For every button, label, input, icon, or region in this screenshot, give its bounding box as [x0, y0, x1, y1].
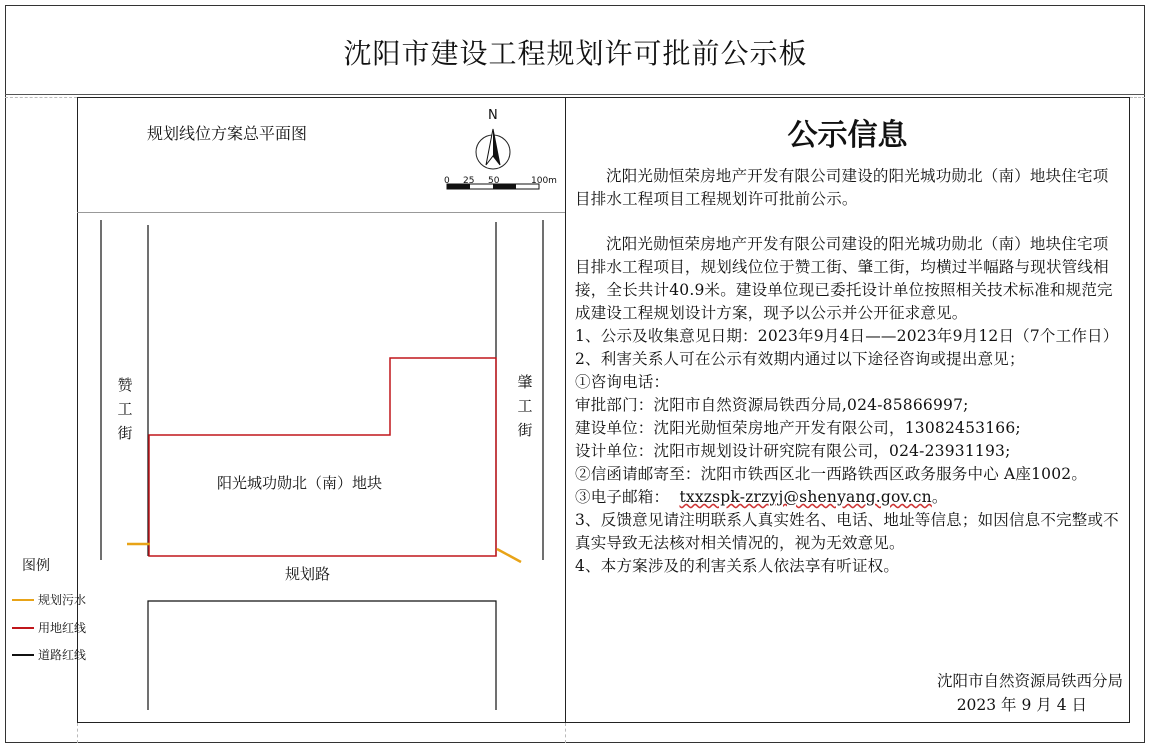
legend-label: 规划污水: [38, 593, 87, 607]
north-label: N: [488, 108, 498, 123]
legend-label: 道路红线: [38, 648, 87, 662]
info-item: 2、利害关系人可在公示有效期内通过以下途径咨询或提出意见；: [575, 350, 1025, 368]
plot-label: 阳光城功勋北（南）地块: [217, 474, 383, 492]
legend-item-land-line: [12, 619, 86, 636]
sewer-line: [497, 549, 521, 562]
street-char: 街: [117, 424, 133, 442]
scale-label: 100m: [531, 176, 557, 186]
road-line: [148, 601, 496, 710]
plan-title: 规划线位方案总平面图: [147, 124, 308, 143]
legend-title: 图例: [22, 558, 50, 574]
legend-item-sewer: [12, 591, 86, 608]
email-link[interactable]: txxzspk-zrzyj@shenyang.gov.cn: [679, 488, 932, 506]
info-item: 3、反馈意见请注明联系人真实姓名、电话、地址等信息；如因信息不完整或不真实导致无法核对相关情况的，视为无效意见。: [575, 511, 1119, 552]
street-label-planned-road: 规划路: [285, 565, 331, 583]
land-boundary: [149, 358, 496, 556]
email-prefix: ③电子邮箱：: [575, 488, 670, 506]
info-item: ①咨询电话：: [575, 373, 670, 391]
info-item: 4、本方案涉及的利害关系人依法享有听证权。: [575, 557, 900, 575]
info-item: 设计单位：沈阳市规划设计研究院有限公司，024-23931193;: [575, 442, 1011, 460]
legend-label: 用地红线: [38, 621, 87, 635]
info-item: 1、公示及收集意见日期：2023年9月4日——2023年9月12日（7个工作日）: [575, 327, 1119, 345]
legend-swatch: [12, 654, 34, 656]
scale-label: 0: [444, 176, 450, 186]
street-label-zhaogong: [516, 370, 534, 442]
street-char: 工: [117, 400, 133, 418]
email-line: [575, 486, 1123, 509]
street-char: 赞: [117, 376, 133, 394]
street-label-zangong: [116, 373, 134, 445]
info-heading: 公示信息: [787, 118, 908, 153]
info-item: 建设单位：沈阳光勋恒荣房地产开发有限公司，13082453166;: [575, 419, 1021, 437]
street-char: 街: [517, 421, 533, 439]
info-item: 审批部门：沈阳市自然资源局铁西分局,024-85866997;: [575, 396, 969, 414]
paragraph-gap: [575, 211, 1123, 233]
info-item: ②信函请邮寄至：沈阳市铁西区北一西路铁西区政务服务中心 A座1002。: [575, 465, 1088, 483]
scale-label: 50: [488, 176, 500, 186]
info-paragraph: 沈阳光勋恒荣房地产开发有限公司建设的阳光城功勋北（南）地块住宅项目排水工程项目工程规划许可批前公示。: [575, 167, 1109, 208]
legend-item-road-line: [12, 646, 86, 663]
email-suffix: 。: [931, 488, 948, 506]
scale-label: 25: [463, 176, 475, 186]
street-char: 工: [517, 397, 533, 415]
footer-org: 沈阳市自然资源局铁西分局: [936, 672, 1123, 690]
info-paragraph: 沈阳光勋恒荣房地产开发有限公司建设的阳光城功勋北（南）地块住宅项目排水工程项目，规划线位位于赞工街、肇工街，均横过半幅路与现状管线相接，全长共计40.9米。建设单位现已委托设计单位按照相关技术标准和规范完成建设工程规划设计方案，现予以公示并公开征求意见。: [575, 235, 1113, 322]
page-title: 沈阳市建设工程规划许可批前公示板: [343, 37, 808, 70]
legend-swatch: [12, 627, 34, 629]
info-body: [575, 165, 1123, 578]
street-char: 肇: [517, 373, 533, 391]
legend-swatch: [12, 599, 34, 601]
footer-date: 2023 年 9 月 4 日: [956, 696, 1087, 714]
